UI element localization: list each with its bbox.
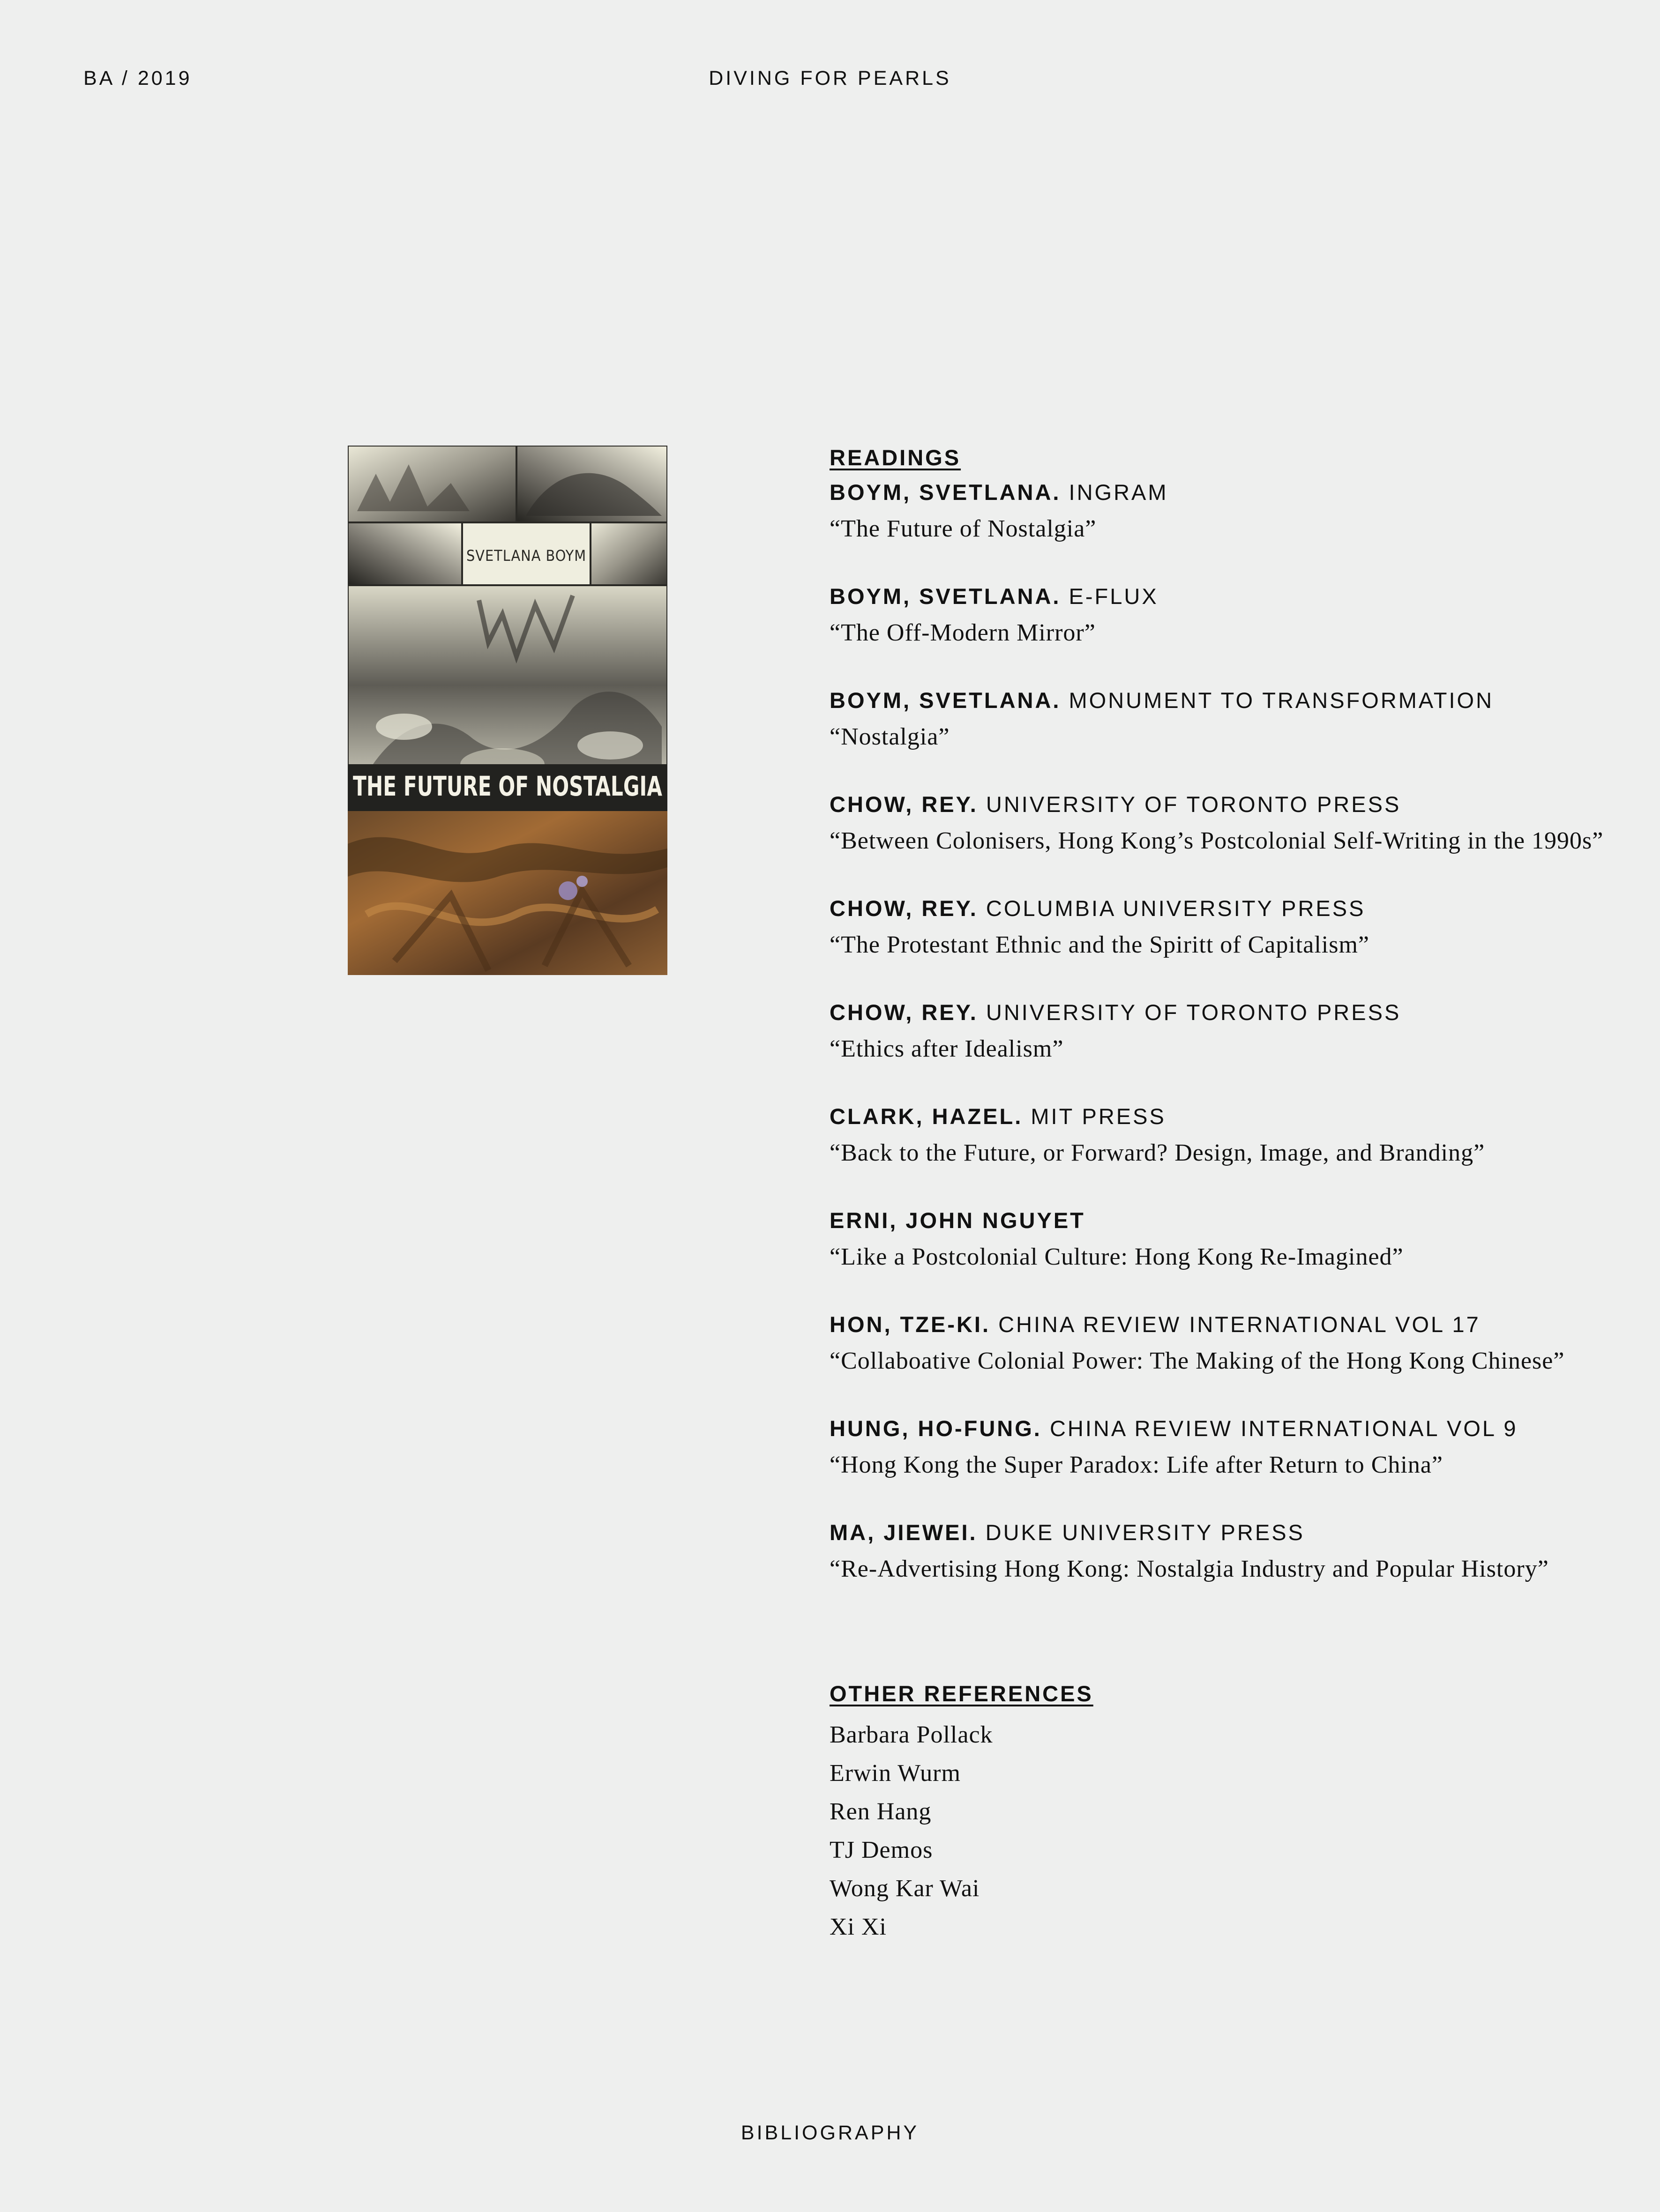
cover-title: THE FUTURE OF NOSTALGIA [353,770,663,802]
reading-entry [830,1095,1645,1172]
reading-title: “Collaboative Colonial Power: The Making of the Hong Kong Chinese” [830,1348,1565,1374]
reading-publisher: CHINA REVIEW INTERNATIONAL VOL 17 [998,1312,1481,1337]
reading-entry [830,1199,1645,1276]
reading-publisher: UNIVERSITY OF TORONTO PRESS [986,1000,1401,1025]
reading-author: BOYM, SVETLANA. [830,480,1061,505]
reading-title: “The Protestant Ethnic and the Spiritt of Capitalism” [830,931,1369,958]
reference-item: TJ Demos [830,1837,933,1863]
reference-item: Wong Kar Wai [830,1875,980,1902]
reading-author: CHOW, REY. [830,1000,978,1025]
reading-title: “Nostalgia” [830,723,950,750]
reading-publisher: DUKE UNIVERSITY PRESS [985,1520,1305,1545]
reading-author: CHOW, REY. [830,792,978,817]
reading-author: BOYM, SVETLANA. [830,688,1061,713]
reading-title: “Ethics after Idealism” [830,1035,1064,1062]
bibliography-content [830,444,1645,1946]
page-title: DIVING FOR PEARLS [709,67,951,89]
reading-entry [830,887,1645,964]
reading-entry [830,679,1645,756]
reading-title: “Back to the Future, or Forward? Design, Image, and Branding” [830,1140,1485,1166]
other-references-heading: OTHER REFERENCES [830,1681,1093,1706]
reading-publisher: MONUMENT TO TRANSFORMATION [1069,688,1494,713]
reading-title: “Between Colonisers, Hong Kong’s Postcolonial Self-Writing in the 1990s” [830,827,1604,854]
reading-author: ERNI, JOHN NGUYET [830,1208,1085,1233]
reading-title: “Like a Postcolonial Culture: Hong Kong Re-Imagined” [830,1244,1404,1270]
reference-item: Barbara Pollack [830,1721,993,1748]
reading-publisher: CHINA REVIEW INTERNATIONAL VOL 9 [1049,1416,1518,1441]
reading-title: “Hong Kong the Super Paradox: Life after Return to China” [830,1452,1443,1478]
reading-author: MA, JIEWEI. [830,1520,978,1545]
reading-author: BOYM, SVETLANA. [830,584,1061,609]
reading-title: “The Off-Modern Mirror” [830,619,1096,646]
reference-item: Erwin Wurm [830,1760,961,1787]
reading-author: HON, TZE-KI. [830,1312,991,1337]
reading-publisher: INGRAM [1069,480,1168,505]
reading-entry [830,991,1645,1068]
project-label: BA / 2019 [83,67,192,89]
readings-list [830,471,1645,1588]
reading-publisher: E-FLUX [1069,584,1159,609]
other-references-section [830,1680,1645,1946]
reading-author: CHOW, REY. [830,896,978,921]
section-footer-label: BIBLIOGRAPHY [740,2122,920,2144]
reading-title: “Re-Advertising Hong Kong: Nostalgia Industry and Popular History” [830,1556,1549,1582]
reference-item: Ren Hang [830,1798,932,1825]
reading-publisher: UNIVERSITY OF TORONTO PRESS [986,792,1401,817]
reading-author: HUNG, HO-FUNG. [830,1416,1042,1441]
reading-entry [830,1512,1645,1588]
reading-author: CLARK, HAZEL. [830,1104,1023,1129]
reading-entry [830,783,1645,860]
reading-entry [830,575,1645,652]
cover-author: SVETLANA BOYM [466,547,587,565]
other-references-list [830,1716,1645,1946]
reading-entry [830,471,1645,548]
reading-entry [830,1303,1645,1380]
reading-publisher: MIT PRESS [1031,1104,1166,1129]
reading-entry [830,1408,1645,1484]
readings-heading: READINGS [830,445,961,470]
book-cover-image [348,446,667,975]
reference-item: Xi Xi [830,1914,887,1940]
reading-title: “The Future of Nostalgia” [830,515,1097,542]
reading-publisher: COLUMBIA UNIVERSITY PRESS [986,896,1366,921]
